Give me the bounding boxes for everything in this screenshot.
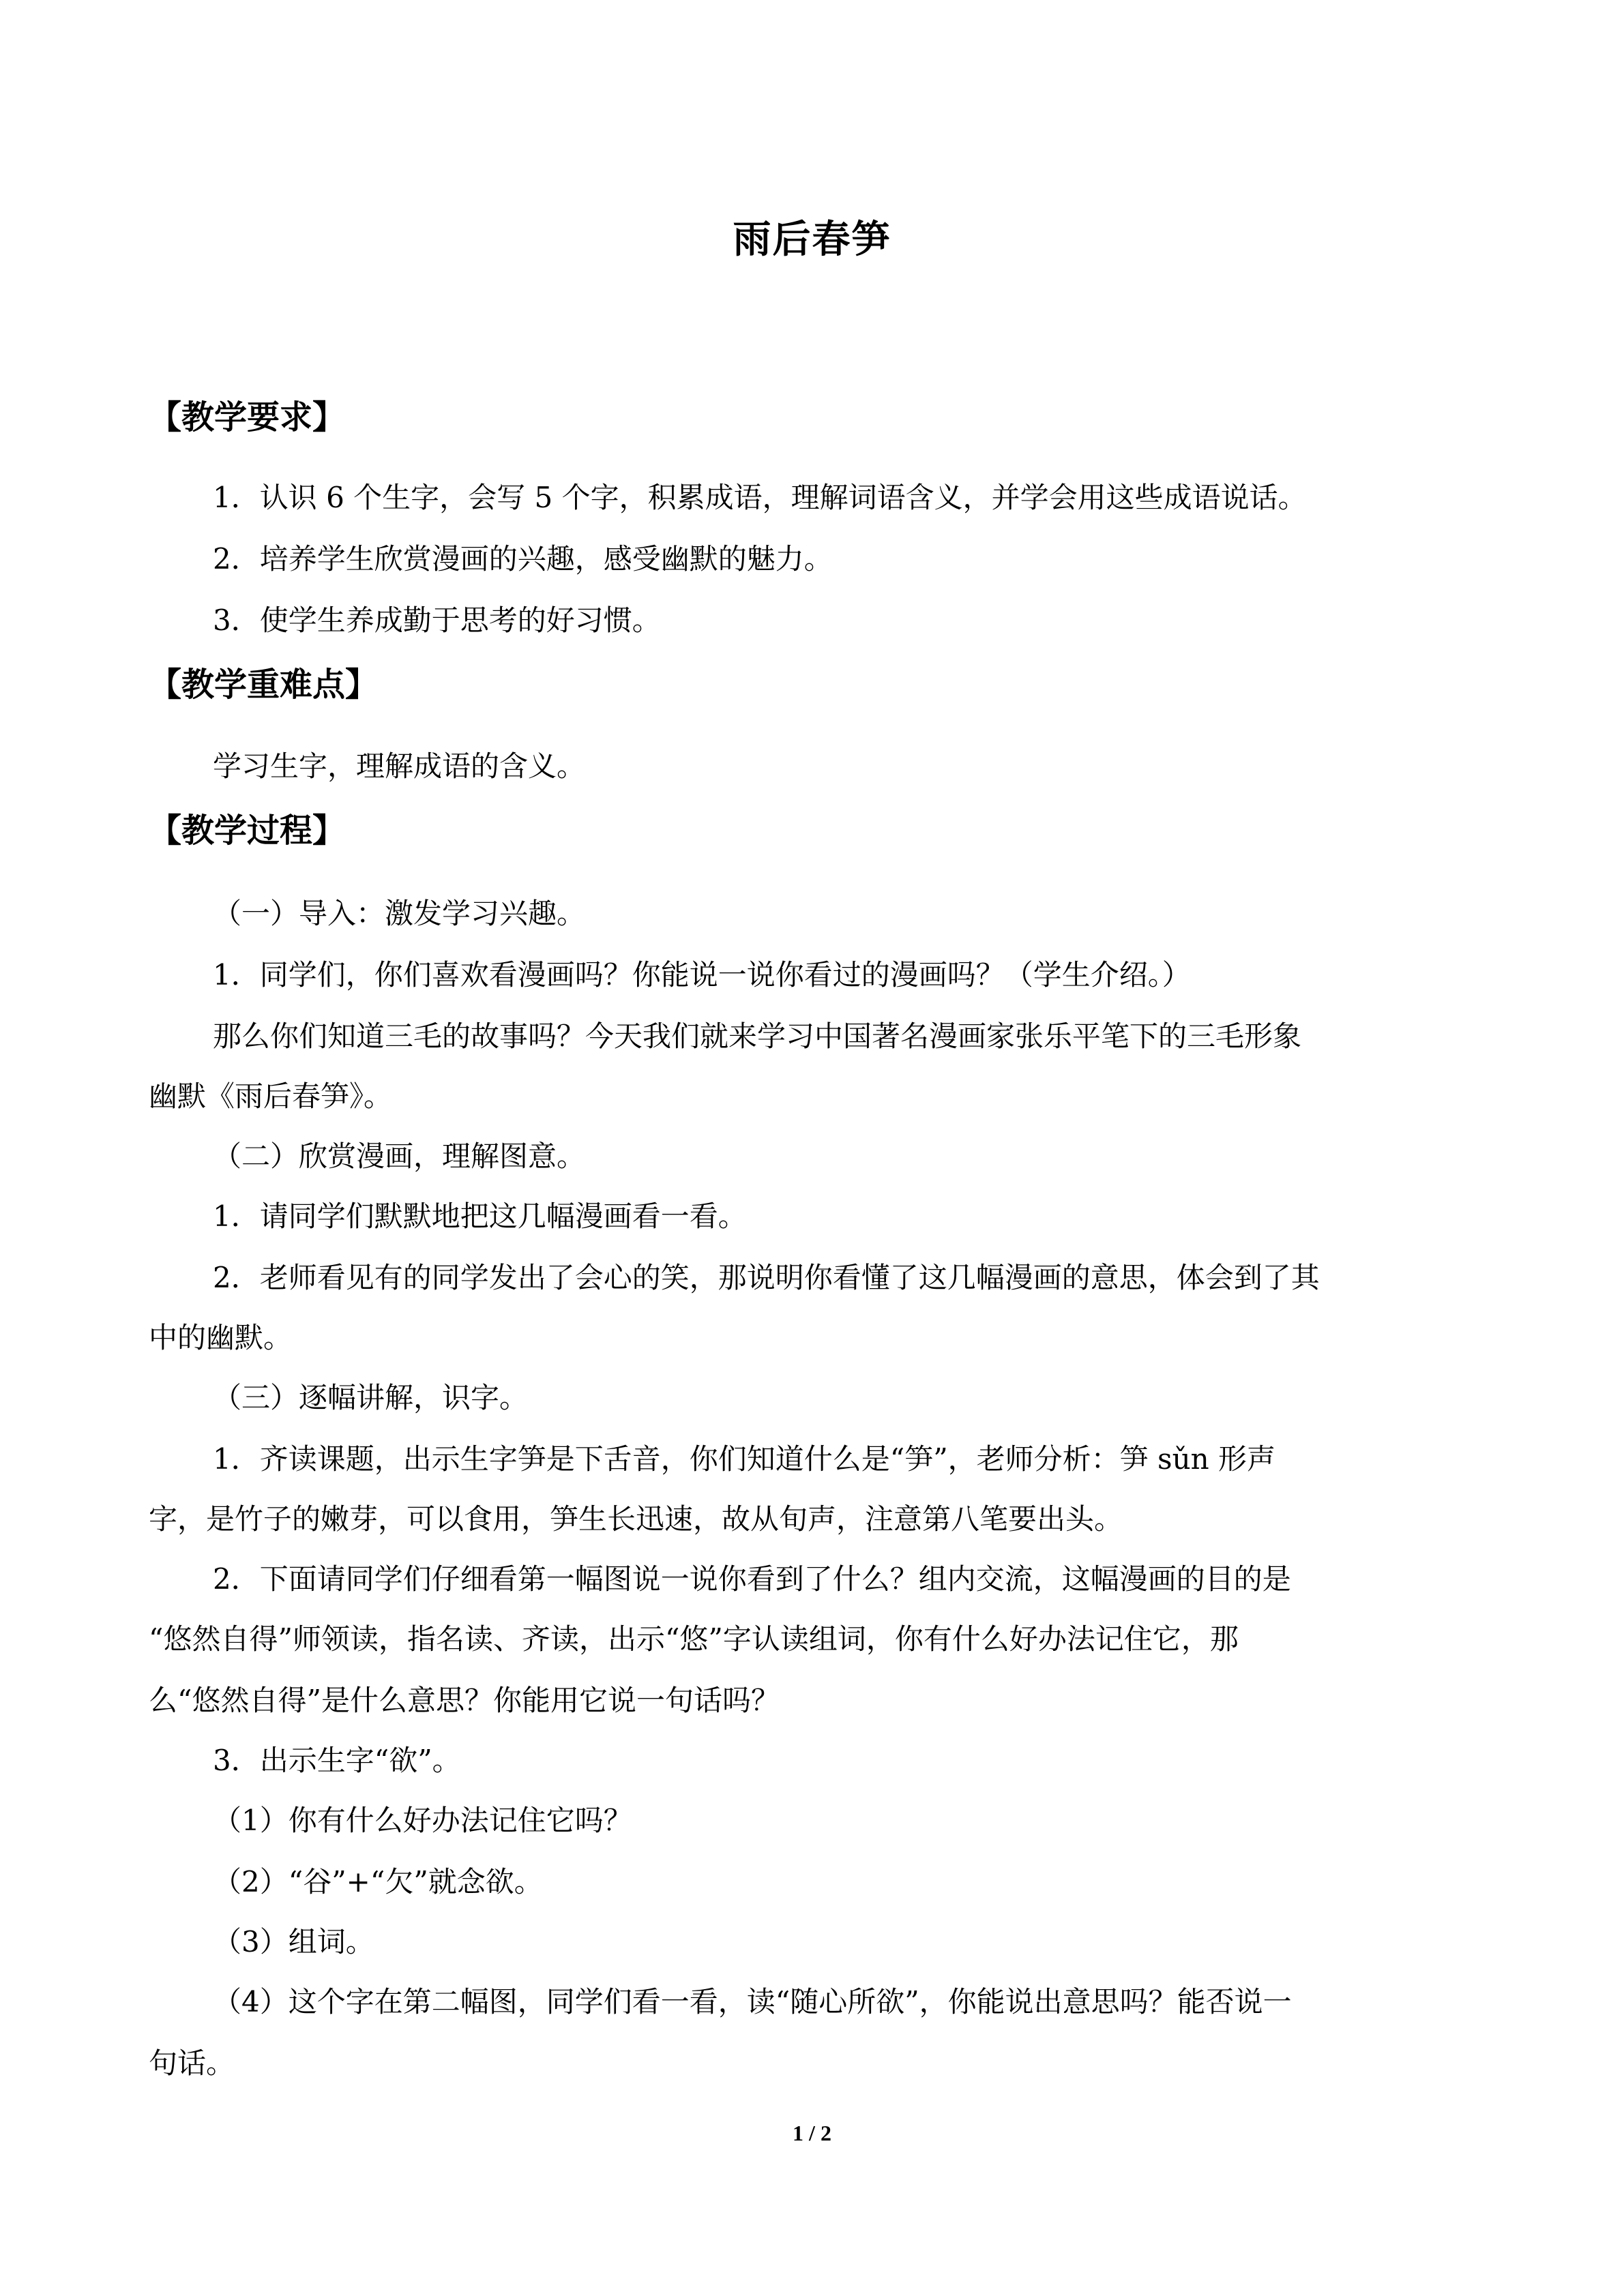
process-line: 3．出示生字“欲”。 [213, 1744, 461, 1777]
process-line: （2）“谷”+“欠”就念欲。 [213, 1865, 543, 1898]
section-heading-difficulties: 【教学重难点】 [149, 666, 379, 704]
process-line: “悠然自得”师领读，指名读、齐读，出示“悠”字认读组词，你有什么好办法记住它，那 [149, 1622, 1239, 1656]
process-line: 中的幽默。 [149, 1321, 293, 1354]
process-line: （二）欣赏漫画，理解图意。 [213, 1139, 586, 1173]
requirement-item: 3．使学生养成勤于思考的好习惯。 [213, 603, 661, 637]
page-number: 1 / 2 [793, 2121, 831, 2145]
process-line: 句话。 [149, 2046, 235, 2080]
process-line: （1）你有什么好办法记住它吗？ [213, 1804, 632, 1837]
process-line: 那么你们知道三毛的故事吗？今天我们就来学习中国著名漫画家张乐平笔下的三毛形象 [213, 1019, 1302, 1053]
process-line: （3）组词。 [213, 1925, 374, 1958]
process-line: 2．老师看见有的同学发出了会心的笑，那说明你看懂了这几幅漫画的意思，体会到了其 [213, 1261, 1320, 1294]
process-line: （三）逐幅讲解，识字。 [213, 1381, 529, 1414]
page-title: 雨后春笋 [733, 218, 891, 262]
process-line: 1．齐读课题，出示生字笋是下舌音，你们知道什么是“笋”，老师分析：笋 sǔn 形声 [213, 1442, 1276, 1476]
requirement-item: 1．认识 6 个生字，会写 5 个字，积累成语，理解词语含义，并学会用这些成语说话。 [213, 481, 1307, 514]
process-line: （一）导入：激发学习兴趣。 [213, 897, 586, 930]
section-heading-process: 【教学过程】 [149, 811, 346, 850]
requirement-item: 2．培养学生欣赏漫画的兴趣，感受幽默的魅力。 [213, 542, 833, 576]
process-line: 1．同学们，你们喜欢看漫画吗？你能说一说你看过的漫画吗？（学生介绍。） [213, 958, 1191, 992]
process-line: 2．下面请同学们仔细看第一幅图说一说你看到了什么？组内交流，这幅漫画的目的是 [213, 1562, 1291, 1596]
process-line: 幽默《雨后春笋》。 [149, 1079, 393, 1113]
section-heading-requirements: 【教学要求】 [149, 398, 346, 436]
process-line: 字，是竹子的嫩芽，可以食用，笋生长迅速，故从旬声，注意第八笔要出头。 [149, 1502, 1123, 1536]
process-line: 么“悠然自得”是什么意思？你能用它说一句话吗？ [149, 1684, 780, 1717]
process-line: （4）这个字在第二幅图，同学们看一看，读“随心所欲”，你能说出意思吗？能否说一 [213, 1985, 1292, 2018]
process-line: 1．请同学们默默地把这几幅漫画看一看。 [213, 1199, 747, 1233]
difficulties-text: 学习生字，理解成语的含义。 [213, 749, 586, 783]
